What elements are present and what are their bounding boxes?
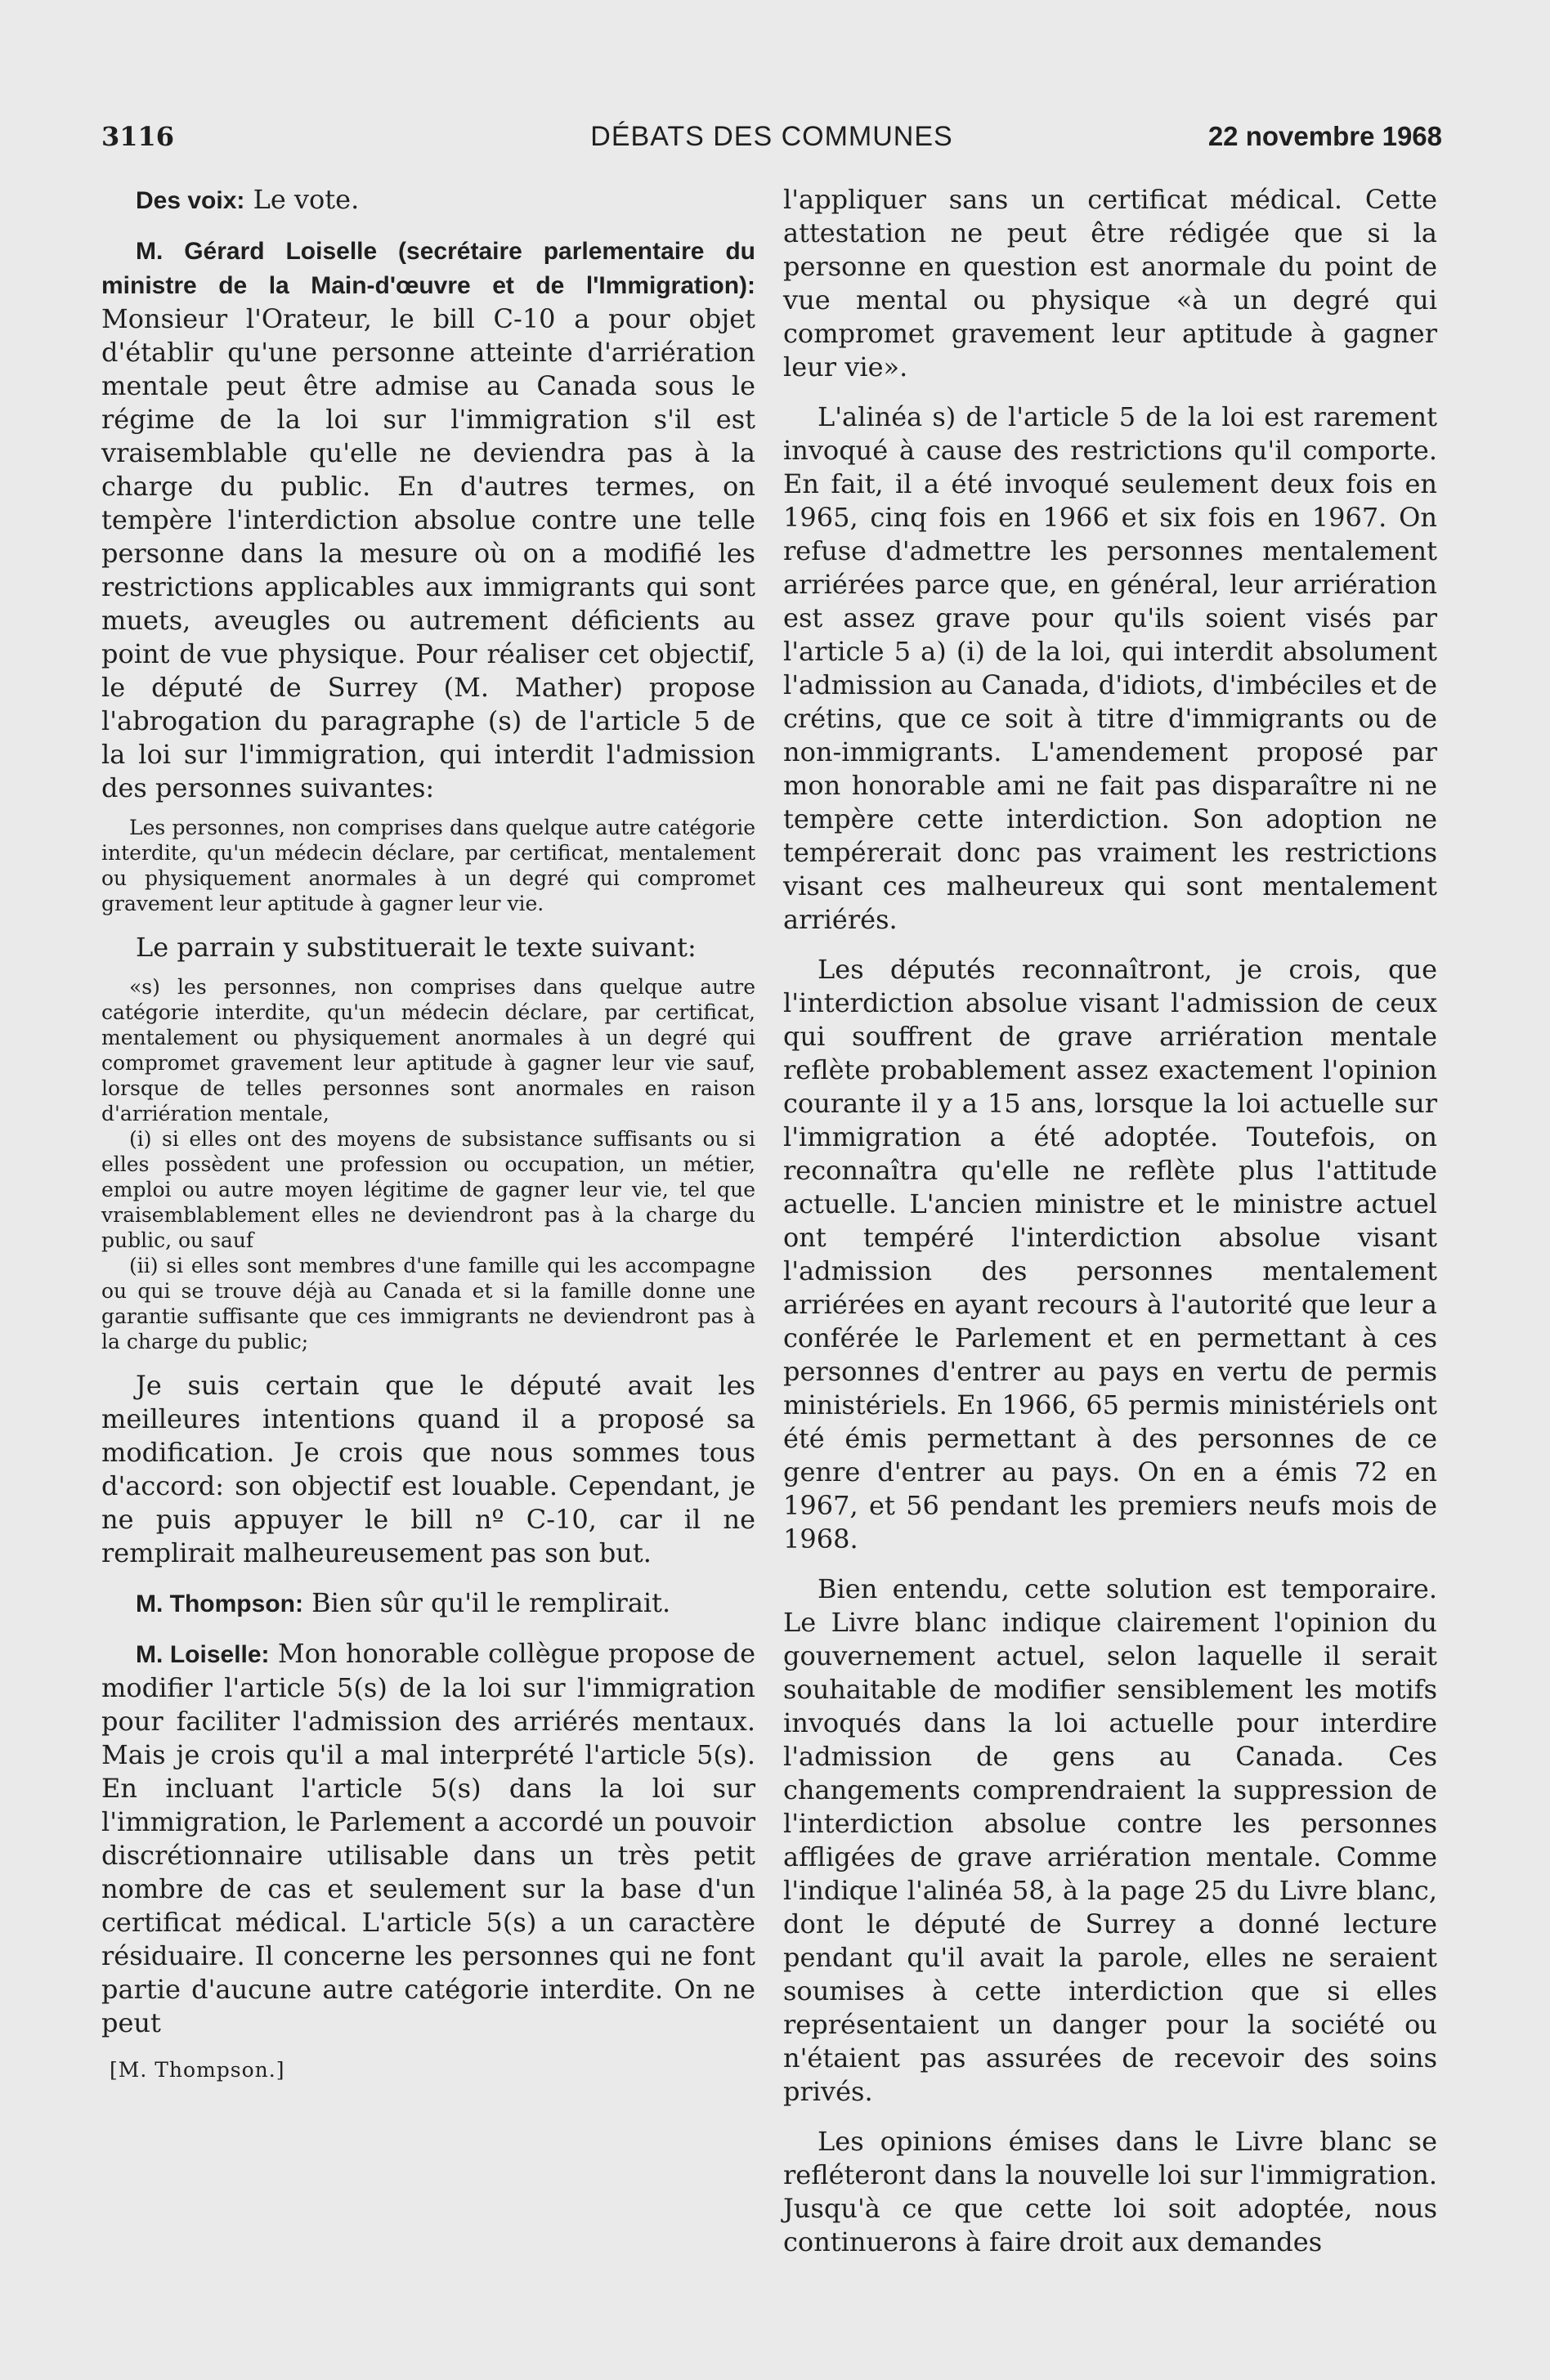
speaker-name: M. Gérard Loiselle (secrétaire parlementaire du ministre de la Main-d'œuvre et de l'Immigration): <box>101 238 755 299</box>
speaker-name: Des voix: <box>136 187 245 214</box>
block-quote <box>101 815 755 916</box>
speaker-footnote: [M. Thompson.] <box>110 2058 285 2082</box>
block-quote <box>101 974 755 1354</box>
page-number: 3116 <box>101 121 175 152</box>
paragraph <box>101 234 755 805</box>
paragraph: l'appliquer sans un certificat médical. Cette attestation ne peut être rédigée que si la personne en question est anormale du point de vue mental ou physique «à un degré qui compromet gravement leur aptitude à gagner leur vie». <box>783 184 1437 382</box>
quote-paragraph: Les personnes, non comprises dans quelque autre catégorie interdite, qu'un médecin déclare, par certificat, mentalement ou physiquement anormales à un degré qui compromet gravement leur aptitude à gagner leur vie. <box>101 816 755 915</box>
paragraph <box>101 1586 755 1621</box>
right-column <box>783 183 1437 2259</box>
speech-text: Monsieur l'Orateur, le bill C-10 a pour objet d'établir qu'une personne atteinte d'arriération mentale peut être admise au Canada sous le régime de la loi sur l'immigration s'il est vraisemblable qu'elle ne deviendra pas à la charge du public. En d'autres termes, on tempère l'interdiction absolue contre une telle personne dans la mesure où on a modifié les restrictions applicables aux immigrants qui sont muets, aveugles ou autrement déficients au point de vue physique. Pour réaliser cet objectif, le député de Surrey (M. Mather) propose l'abrogation du paragraphe (s) de l'article 5 de la loi sur l'immigration, qui interdit l'admission des personnes suivantes: <box>101 303 755 803</box>
speech-text: Le vote. <box>244 184 360 215</box>
sitting-date: 22 novembre 1968 <box>1207 121 1442 151</box>
speech-text: Bien sûr qu'il le remplirait. <box>302 1587 671 1618</box>
paragraph: Les députés reconnaîtront, je crois, que l'interdiction absolue visant l'admission de ceux qui souffrent de grave arriération mentale reflète probablement assez exactement l'opinion courante il y a 15 ans, lorsque la loi actuelle sur l'immigration a été adoptée. Toutefois, on reconnaîtra qu'elle ne reflète plus l'attitude actuelle. L'ancien ministre et le ministre actuel ont tempéré l'interdiction absolue visant l'admission des personnes mentalement arriérées en ayant recours à l'autorité que leur a conférée le Parlement et en permettant à ces personnes d'entrer au pays en vertu de permis ministériels. En 1966, 65 permis ministériels ont été émis permettant à des personnes de ce genre d'entrer au pays. On en a émis 72 en 1967, et 56 pendant les premiers neufs mois de 1968. <box>783 954 1437 1555</box>
paragraph: Le parrain y substituerait le texte suivant: <box>136 932 697 963</box>
paragraph <box>101 183 755 217</box>
quote-paragraph: (ii) si elles sont membres d'une famille qui les accompagne ou qui se trouve déjà au Canada et si la famille donne une garantie suffisante que ces immigrants ne deviendront pas à la charge du public; <box>101 1254 755 1353</box>
quote-paragraph: «s) les personnes, non comprises dans quelque autre catégorie interdite, qu'un médecin déclare, par certificat, mentalement ou physiquement anormales à un degré qui compromet gravement leur aptitude à gagner leur vie sauf, lorsque de telles personnes sont anormales en raison d'arriération mentale, <box>101 975 755 1125</box>
paragraph: Je suis certain que le député avait les meilleures intentions quand il a proposé sa modification. Je crois que nous sommes tous d'accord: son objectif est louable. Cependant, je ne puis appuyer le bill nº C-10, car il ne remplirait malheureusement pas son but. <box>101 1370 755 1568</box>
speech-text: Mon honorable collègue propose de modifier l'article 5(s) de la loi sur l'immigration pour faciliter l'admission des arriérés mentaux. Mais je crois qu'il a mal interprété l'article 5(s). En incluant l'article 5(s) dans la loi sur l'immigration, le Parlement a accordé un pouvoir discrétionnaire utilisable dans un très petit nombre de cas et seulement sur la base d'un certificat médical. L'article 5(s) a un caractère résiduaire. Il concerne les personnes qui ne font partie d'aucune autre catégorie interdite. On ne peut <box>101 1638 756 2038</box>
paragraph: Bien entendu, cette solution est temporaire. Le Livre blanc indique clairement l'opinion du gouvernement actuel, selon laquelle il serait souhaitable de modifier sensiblement les motifs invoqués dans la loi actuelle pour interdire l'admission de gens au Canada. Ces changements comprendraient la suppression de l'interdiction absolue contre les personnes affligées de grave arriération mentale. Comme l'indique l'alinéa 58, à la page 25 du Livre blanc, dont le député de Surrey a donné lecture pendant qu'il avait la parole, elles ne seraient soumises à cette interdiction que si elles représentaient un danger pour la société ou n'étaient pas assurées de recevoir des soins privés. <box>783 1573 1437 2107</box>
speaker-name: M. Thompson: <box>136 1590 303 1617</box>
running-header <box>101 121 1442 154</box>
paragraph: Les opinions émises dans le Livre blanc se refléteront dans la nouvelle loi sur l'immigration. Jusqu'à ce que cette loi soit adoptée, nous continuerons à faire droit aux demandes <box>783 2126 1437 2257</box>
paragraph <box>101 1637 755 2040</box>
publication-title: DÉBATS DES COMMUNES <box>590 121 953 152</box>
speaker-name: M. Loiselle: <box>136 1641 270 1668</box>
paragraph: L'alinéa s) de l'article 5 de la loi est rarement invoqué à cause des restrictions qu'il comporte. En fait, il a été invoqué seulement deux fois en 1965, cinq fois en 1966 et six fois en 1967. On refuse d'admettre les personnes mentalement arriérées parce que, en général, leur arriération est assez grave pour qu'ils soient visés par l'article 5 a) (i) de la loi, qui interdit absolument l'admission au Canada, d'idiots, d'imbéciles et de crétins, que ce soit à titre d'immigrants ou de non-immigrants. L'amendement proposé par mon honorable ami ne fait pas disparaître ni ne tempère cette interdiction. Son adoption ne tempérerait donc pas vraiment les restrictions visant ces malheureux qui sont mentalement arriérés. <box>783 401 1437 935</box>
quote-paragraph: (i) si elles ont des moyens de subsistance suffisants ou si elles possèdent une profession ou occupation, un métier, emploi ou autre moyen légitime de gagner leur vie, tel que vraisemblablement elles ne deviendront pas à la charge du public, ou sauf <box>101 1127 755 1252</box>
left-column <box>101 183 755 2082</box>
